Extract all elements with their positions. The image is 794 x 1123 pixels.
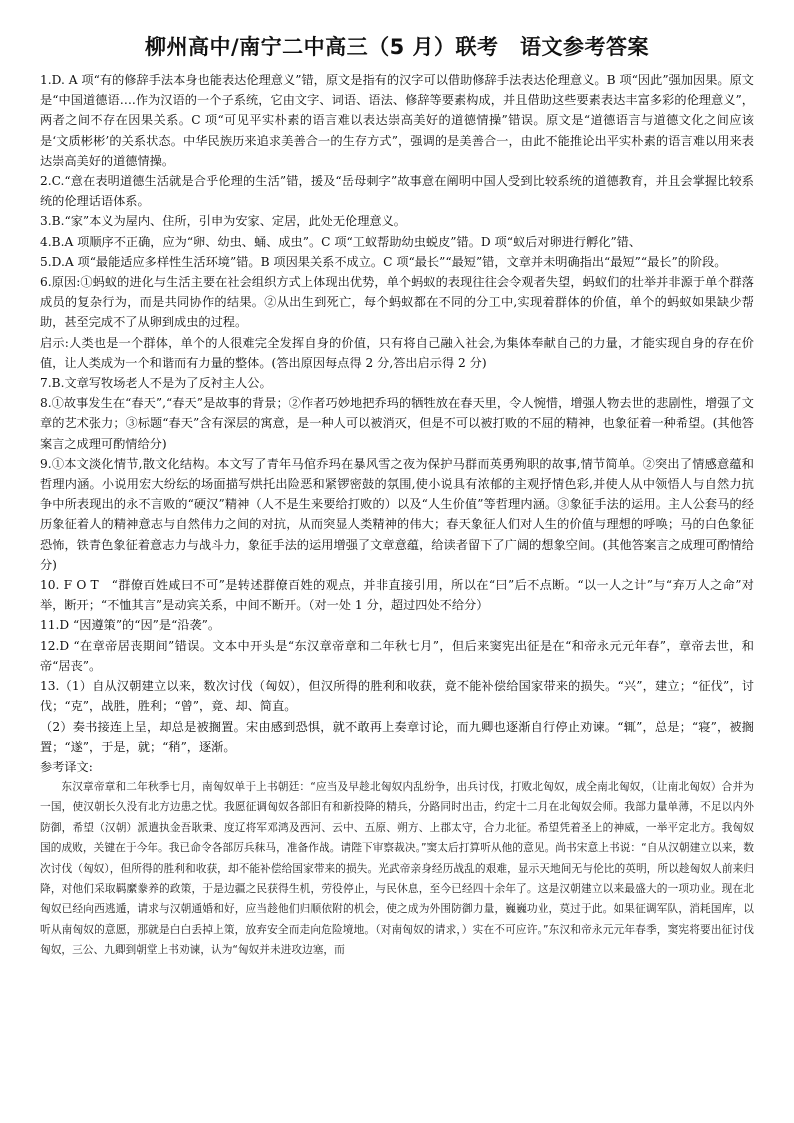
answer-8: 8.①故事发生在“春天”,“春天”是故事的背景；②作者巧妙地把乔玛的牺牲放在春天里，令人惋惜，增强人物去世的悲剧性，增强了文章的艺术张力；③标题“春天”含有深层的寓意，是一种人可以被消灭，但是不可以被打败的不屈的精神，也象征着一种希望。(其他答案言之成理可酌情给分) — [40, 396, 754, 451]
answer-12: 12.D “在章帝居丧期间”错误。文本中开头是“东汉章帝章和二年秋七月”，但后来窦宪出征是在“和帝永元元年春”，章帝去世，和帝“居丧”。 — [40, 638, 754, 673]
translation-label: 参考译文: — [40, 759, 93, 774]
answer-13-part-1: 13.（1）自从汉朝建立以来，数次讨伐（匈奴），但汉所得的胜利和收获，竟不能补偿给国家带来的损失。“兴”，建立；“征伐”，讨伐；“克”，战胜，胜利；“曾”，竟、却、简直。 — [40, 679, 754, 714]
answer-11: 11.D “因遵策”的“因”是“沿袭”。 — [40, 618, 221, 633]
answer-9: 9.①本文淡化情节,散文化结构。本文写了青年马倌乔玛在暴风雪之夜为保护马群而英勇殉职的故事,情节简单。②突出了情感意蕴和哲理内涵。小说用宏大纷纭的场面描写烘托出险恶和紧锣密鼓的氛围,使小说具有浓郁的主观抒情色彩,并使人从中领悟人与自然力抗争中所表现出的永不言败的“硬汉”精神（人不是生来要给打败的）以及“人生价值”等哲理内涵。③象征手法的运用。主人公套马的经历象征着人的精神意志与自然伟力之间的对抗，从而突显人类精神的伟大；春天象征人们对人生的价值与理想的呼唤；马的白色象征恐怖，铁青色象征着意志力与战斗力，象征手法的运用增强了文章意蕴，给读者留下了广阔的想象空间。(其他答案言之成理可酌情给分) — [40, 456, 754, 572]
translation-text: 东汉章帝章和二年秋季七月，南匈奴单于上书朝廷：“应当及早趁北匈奴内乱纷争，出兵讨伐，打败北匈奴，成全南北匈奴，（让南北匈奴）合并为一国，使汉朝长久没有北方边患之忧。我愿征调匈奴各部旧有和新投降的精兵，分路同时出击，约定十二月在北匈奴会师。我部力量单薄，不足以内外防御，希望（汉朝）派遣执金吾耿秉、度辽将军邓鸿及西河、云中、五原、朔方、上郡太守，合力北征。希望凭着圣上的神威，一举平定北方。我匈奴国的成败，关键在于今年。我已命令各部厉兵秣马，准备作战。请陛下审察裁决。”窦太后打算听从他的意见。尚书宋意上书说：“自从汉朝建立以来，数次讨伐（匈奴），但所得的胜利和收获，却不能补偿给国家带来的损失。光武帝亲身经历战乱的艰难，显示天地间无与伦比的英明，所以趁匈奴人前来归降，对他们采取羁縻豢养的政策，于是边疆之民获得生机，劳役停止，与民休息，至今已经四十余年了。这是汉朝建立以来最盛大的一项功业。现在北匈奴已经向西逃遁，请求与汉朝通婚和好，应当趁他们归顺依附的机会，使之成为外围防御力量，巍巍功业，莫过于此。如果征调军队，消耗国库，以听从南匈奴的意愿，那就是白白丢掉上策，放弃安全而走向危险境地。（对南匈奴的请求，）实在不可应许。”东汉和帝永元元年春季，窦宪将要出征讨伐匈奴，三公、九卿到朝堂上书劝谏，认为“匈奴并未进攻边塞，而 — [40, 779, 754, 957]
answer-3: 3.B.“家”本义为屋内、住所，引申为安家、定居，此处无伦理意义。 — [40, 214, 406, 229]
answer-2: 2.C.“意在表明道德生活就是合乎伦理的生活”错，援及“岳母刺字”故事意在阐明中国人受到比较系统的道德教育，并且会掌握比较系统的伦理话语体系。 — [40, 174, 754, 209]
answer-10: 10. F O T “群僚百姓咸曰不可”是转述群僚百姓的观点，并非直接引用，所以在“曰”后不点断。“以一人之计”与“弃万人之命”对举，断开；“不恤其言”是动宾关系，中间不断开。（对一处 1 分，超过四处不给分） — [40, 578, 754, 613]
answers-section — [40, 70, 754, 757]
answer-5: 5.D.A 项“最能适应多样性生活环境”错。B 项因果关系不成立。C 项“最长”“最短”错，文章并未明确指出“最短”“最长”的阶段。 — [40, 254, 727, 269]
answer-4: 4.B.A 项顺序不正确，应为“卵、幼虫、蛹、成虫”。C 项“工蚁帮助幼虫蜕皮”错。D 项“蚁后对卵进行孵化”错、 — [40, 234, 642, 249]
document-title: 柳州高中/南宁二中高三（5 月）联考 语文参考答案 — [144, 35, 650, 59]
answer-13-part-2: （2）奏书接连上呈，却总是被搁置。宋由感到恐惧，就不敢再上奏章讨论，而九卿也逐渐自行停止劝谏。“辄”，总是；“寝”，被搁置；“遂”，于是，就；“稍”，逐渐。 — [40, 719, 754, 754]
answer-6-insight: 启示:人类也是一个群体，单个的人很难完全发挥自身的价值，只有将自己融入社会,为集体奉献自己的力量，才能实现自身的存在价值，让人类成为一个和谐而有力量的整体。(答出原因每点得 2 分,答出启示得 2 分) — [40, 335, 754, 370]
translation-section — [40, 777, 754, 961]
answer-7: 7.B.文章写牧场老人不是为了反衬主人公。 — [40, 376, 272, 391]
answer-6-reasons: 6.原因:①蚂蚁的进化与生活主要在社会组织方式上体现出优势，单个蚂蚁的表现往往会令观者失望，蚂蚁们的壮举并非源于单个群落成员的复杂行为，而是共同协作的结果。②从出生到死亡，每个蚂蚁都在不同的分工中,实现着群体的价值，单个的蚂蚁如果缺少帮助，甚至完成不了从卵到成虫的过程。 — [40, 275, 754, 330]
answer-1: 1.D. A 项“有的修辞手法本身也能表达伦理意义”错，原文是指有的汉字可以借助修辞手法表达伦理意义。B 项“因此”强加因果。原文是“中国道德语….作为汉语的一个子系统，它由文字、词语、语法、修辞等要素构成，并且借助这些要素表达丰富多彩的伦理意义”，两者之间不存在因果关系。C 项“可见平实朴素的语言难以表达崇高美好的道德情操”错误。原文是“道德语言与道德文化之间应该是‘文质彬彬’的关系状态。中华民族历来追求美善合一的生存方式”，强调的是美善合一，由此不能推论出平实朴素的语言难以用来表达崇高美好的道德情操。 — [40, 73, 754, 168]
